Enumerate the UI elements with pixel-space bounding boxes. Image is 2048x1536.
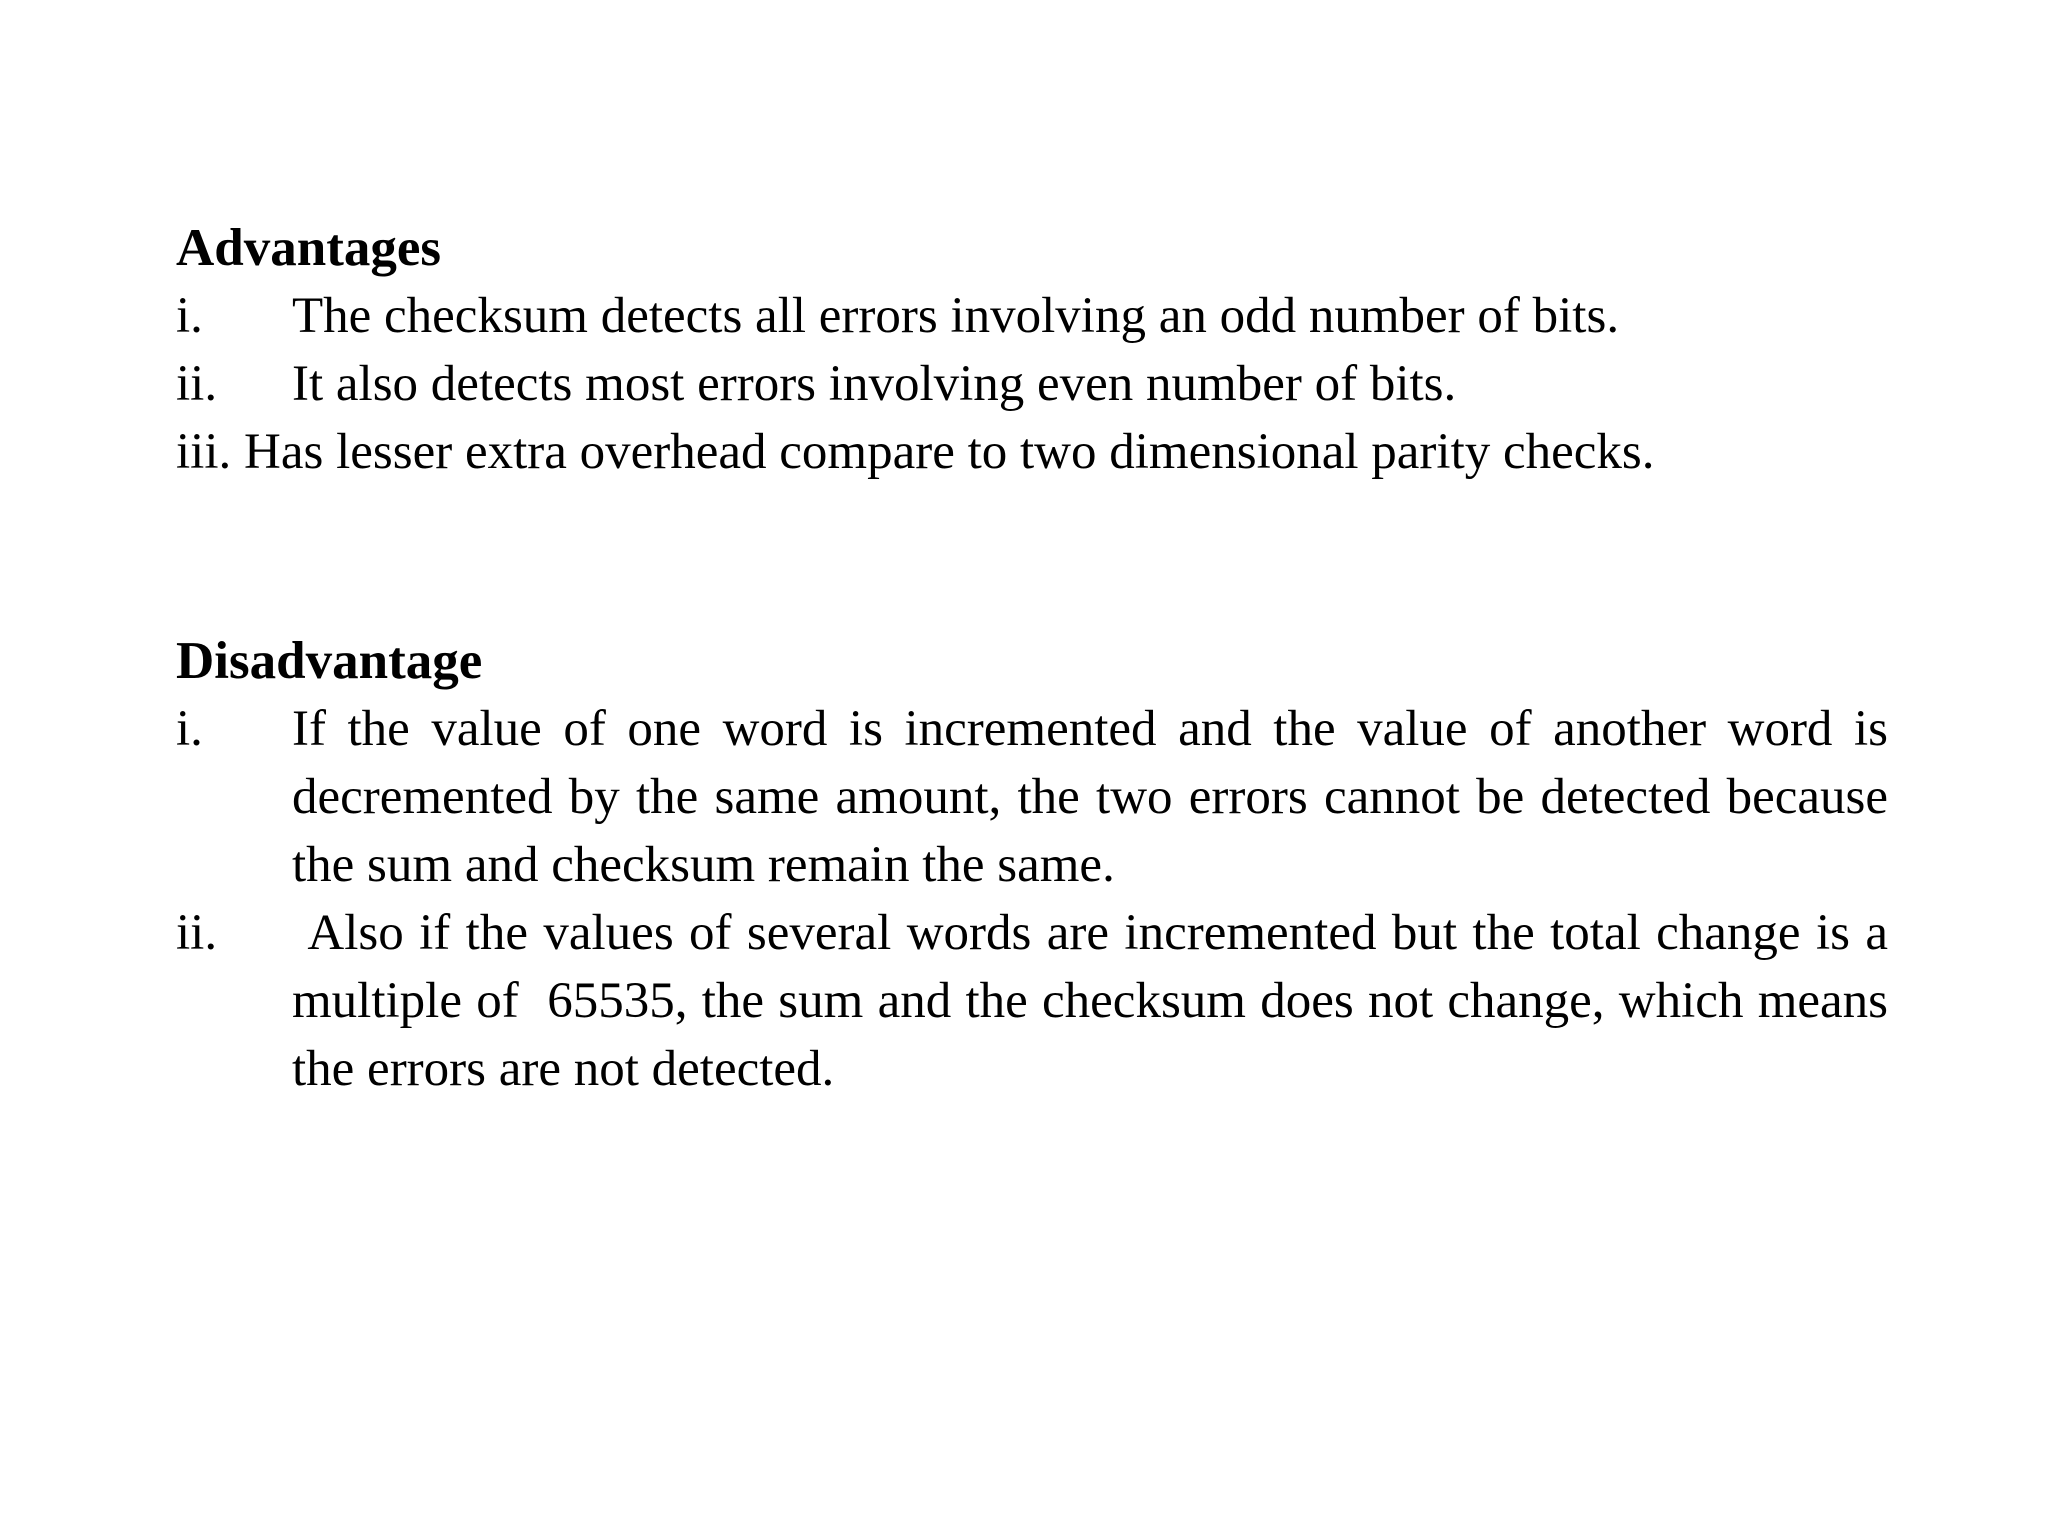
item-text: The checksum detects all errors involving an odd number of bits. [292, 288, 1620, 344]
item-text: Has lesser extra overhead compare to two dimensional parity checks. [244, 424, 1655, 480]
item-text: Also if the values of several words are incremented but the total change is a multiple of 65535, the sum and the checksum does not change, which means the errors are not detected. [292, 905, 1888, 1097]
disadvantages-list [176, 695, 1888, 1103]
advantages-section [176, 214, 1888, 486]
list-item [176, 899, 1888, 1103]
advantages-heading: Advantages [176, 219, 442, 277]
item-number: i. [176, 701, 203, 757]
list-item [176, 695, 1888, 899]
disadvantages-heading: Disadvantage [176, 632, 483, 690]
disadvantages-section [176, 627, 1888, 1103]
item-number: ii. [176, 356, 218, 412]
item-number: iii. [176, 424, 245, 480]
item-text: If the value of one word is incremented and the value of another word is decremented by the same amount, the two errors cannot be detected because the sum and checksum remain the same. [292, 701, 1888, 893]
list-item [176, 282, 1888, 350]
advantages-list [176, 282, 1888, 486]
item-text: It also detects most errors involving even number of bits. [292, 356, 1457, 412]
item-number: ii. [176, 905, 218, 961]
item-number: i. [176, 288, 203, 344]
list-item [176, 418, 1888, 486]
list-item [176, 350, 1888, 418]
